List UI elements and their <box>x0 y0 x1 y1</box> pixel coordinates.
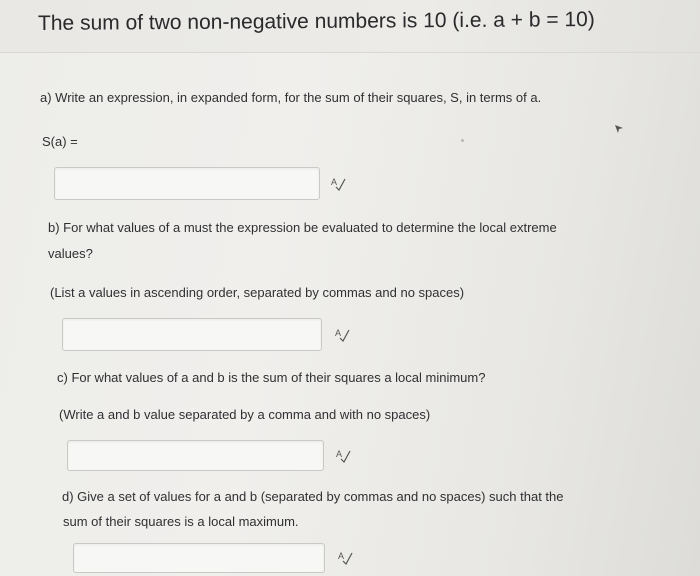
page-title: The sum of two non-negative numbers is 10 (i.e. a + b = 10) <box>37 8 595 35</box>
question-d-text-line1: d) Give a set of values for a and b (separated by commas and no spaces) such that the <box>62 489 564 504</box>
screen-speck <box>461 139 464 142</box>
answer-b-input[interactable] <box>62 318 322 351</box>
spell-check-icon[interactable] <box>337 549 353 565</box>
svg-text:A: A <box>338 551 345 561</box>
question-c-text: c) For what values of a and b is the sum of their squares a local minimum? <box>57 370 486 385</box>
answer-a-label: S(a) = <box>42 134 78 149</box>
question-a-text: a) Write an expression, in expanded form, for the sum of their squares, S, in terms of a. <box>40 90 542 105</box>
spell-check-icon[interactable] <box>334 326 350 342</box>
answer-d-input[interactable] <box>73 543 325 573</box>
svg-text:A: A <box>336 449 343 459</box>
question-b-text-line2: values? <box>48 246 93 261</box>
answer-a-input[interactable] <box>54 167 320 200</box>
cursor-arrow-icon <box>614 124 624 134</box>
svg-text:A: A <box>331 177 338 187</box>
svg-text:A: A <box>335 328 342 338</box>
spell-check-icon[interactable] <box>330 175 346 191</box>
question-b-text-line1: b) For what values of a must the expression be evaluated to determine the local extreme <box>48 220 557 235</box>
spell-check-icon[interactable] <box>335 447 351 463</box>
answer-c-input[interactable] <box>67 440 324 471</box>
question-d-text-line2: sum of their squares is a local maximum. <box>63 514 299 529</box>
question-b-instruction: (List a values in ascending order, separated by commas and no spaces) <box>50 285 465 300</box>
question-c-instruction: (Write a and b value separated by a comma and with no spaces) <box>59 407 431 422</box>
